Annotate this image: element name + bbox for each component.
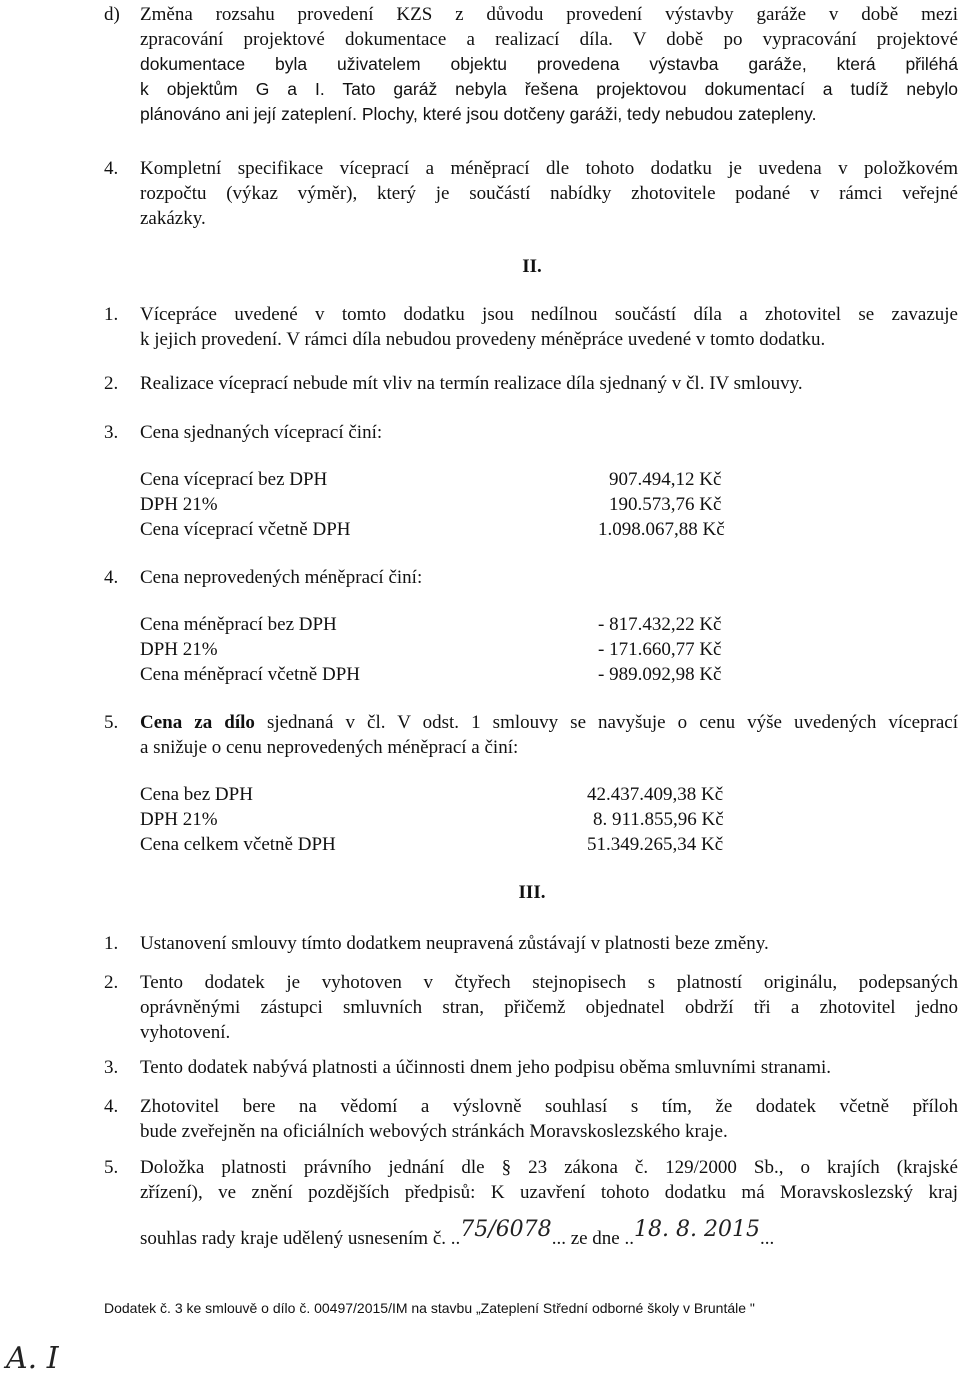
iii-item-4-num: 4. <box>104 1096 119 1117</box>
ii-item-1-num: 1. <box>104 304 119 325</box>
approval-middle: ... ze dne .. <box>551 1228 634 1249</box>
point-d-line-1: Změna rozsahu provedení KZS z důvodu provedení výstavby garáže v době mezi <box>140 4 958 25</box>
iii-item-2-line-2: oprávněnými zástupci smluvních stran, přičemž objednatel obdrží tři a zhotovitel jedno <box>140 997 958 1018</box>
viceprace-value-2: 190.573,76 Kč <box>609 494 722 515</box>
meneprace-value-1: - 817.432,22 Kč <box>598 614 722 635</box>
point-4-line-2: rozpočtu (výkaz výměr), který je součástí nabídky zhotovitele podané v rámci veřejné <box>140 183 958 204</box>
celkem-value-3: 51.349.265,34 Kč <box>587 834 724 855</box>
iii-item-3-num: 3. <box>104 1057 119 1078</box>
ii-item-5-num: 5. <box>104 712 119 733</box>
point-4-line-1: Kompletní specifikace víceprací a méněprací dle tohoto dodatku je uvedena v položkovém <box>140 158 958 179</box>
point-d-label: d) <box>104 4 120 25</box>
ii-item-1-line-2: k jejich provedení. V rámci díla nebudou provedeny méněpráce uvedené v tomto dodatku. <box>140 329 826 350</box>
ii-item-5-bold: Cena za dílo <box>140 712 255 733</box>
celkem-label-1: Cena bez DPH <box>140 784 253 805</box>
point-d-line-4: k objektům G a I. Tato garáž nebyla řešena projektovou dokumentací a tudíž nebylo <box>140 79 958 99</box>
approval-prefix: souhlas rady kraje udělený usnesením č. .. <box>140 1228 461 1249</box>
ii-item-3-line-1: Cena sjednaných víceprací činí: <box>140 422 383 443</box>
section-heading-iii: III. <box>518 882 546 903</box>
iii-item-1-num: 1. <box>104 933 119 954</box>
iii-item-5-num: 5. <box>104 1157 119 1178</box>
ii-item-2-num: 2. <box>104 373 119 394</box>
iii-item-1-line-1: Ustanovení smlouvy tímto dodatkem neupravená zůstávají v platnosti beze změny. <box>140 933 769 954</box>
approval-suffix: ... <box>759 1228 775 1249</box>
ii-item-5-rest: sjednaná v čl. V odst. 1 smlouvy se navyšuje o cenu výše uvedených víceprací <box>254 712 958 733</box>
celkem-label-2: DPH 21% <box>140 809 218 830</box>
approval-line <box>140 1217 775 1251</box>
handwritten-initials: A. I <box>6 1341 59 1376</box>
ii-item-5-line-1 <box>140 710 958 735</box>
viceprace-label-1: Cena víceprací bez DPH <box>140 469 328 490</box>
iii-item-2-line-3: vyhotovení. <box>140 1022 231 1043</box>
iii-item-2-line-1: Tento dodatek je vyhotoven v čtyřech stejnopisech s platností originálu, podepsaných <box>140 972 958 993</box>
meneprace-label-1: Cena méněprací bez DPH <box>140 614 337 635</box>
viceprace-value-1: 907.494,12 Kč <box>609 469 722 490</box>
date-handwritten: 18. 8. 2015 <box>634 1217 760 1242</box>
point-d-line-5: plánováno ani její zateplení. Plochy, které jsou dotčeny garáži, tedy nebudou zatepleny. <box>140 104 817 124</box>
ii-item-3-num: 3. <box>104 422 119 443</box>
iii-item-5-line-2: zřízení), ve znění pozdějších předpisů: K uzavření tohoto dodatku má Moravskoslezský kraj <box>140 1182 958 1203</box>
iii-item-5-line-1: Doložka platnosti právního jednání dle § 23 zákona č. 129/2000 Sb., o krajích (krajské <box>140 1157 958 1178</box>
section-heading-ii: II. <box>522 256 542 277</box>
meneprace-value-2: - 171.660,77 Kč <box>598 639 722 660</box>
meneprace-value-3: - 989.092,98 Kč <box>598 664 722 685</box>
footer-reference: Dodatek č. 3 ke smlouvě o dílo č. 00497/2015/IM na stavbu „Zateplení Střední odborné školy v Bruntále " <box>104 1300 755 1316</box>
viceprace-label-3: Cena víceprací včetně DPH <box>140 519 351 540</box>
ii-item-2-line-1: Realizace víceprací nebude mít vliv na termín realizace díla sjednaný v čl. IV smlouvy. <box>140 373 803 394</box>
ii-item-4-text: Cena neprovedených méněprací činí: <box>140 567 423 588</box>
iii-item-3-line-1: Tento dodatek nabývá platnosti a účinnosti dnem jeho podpisu oběma smluvními stranami. <box>140 1057 831 1078</box>
point-d-line-3: dokumentace byla uživatelem objektu provedena výstavba garáže, která přiléhá <box>140 54 958 74</box>
meneprace-label-2: DPH 21% <box>140 639 218 660</box>
point-4-line-3: zakázky. <box>140 208 206 229</box>
iii-item-2-num: 2. <box>104 972 119 993</box>
ii-item-4-num: 4. <box>104 567 119 588</box>
ii-item-1-line-1: Vícepráce uvedené v tomto dodatku jsou nedílnou součástí díla a zhotovitel se zavazuje <box>140 304 958 325</box>
viceprace-label-2: DPH 21% <box>140 494 218 515</box>
resolution-number-handwritten: 75/6078 <box>460 1217 552 1242</box>
ii-item-5-line-2: a snižuje o cenu neprovedených méněprací a činí: <box>140 737 519 758</box>
point-d-line-2: zpracování projektové dokumentace a realizací díla. V době po vypracování projektové <box>140 29 958 50</box>
celkem-value-1: 42.437.409,38 Kč <box>587 784 724 805</box>
iii-item-4-line-1: Zhotovitel bere na vědomí a výslovně souhlasí s tím, že dodatek včetně příloh <box>140 1096 958 1117</box>
celkem-value-2: 8. 911.855,96 Kč <box>593 809 724 830</box>
viceprace-value-3: 1.098.067,88 Kč <box>598 519 725 540</box>
meneprace-label-3: Cena méněprací včetně DPH <box>140 664 360 685</box>
celkem-label-3: Cena celkem včetně DPH <box>140 834 336 855</box>
point-4-label: 4. <box>104 158 119 179</box>
iii-item-4-line-2: bude zveřejněn na oficiálních webových stránkách Moravskoslezského kraje. <box>140 1121 728 1142</box>
